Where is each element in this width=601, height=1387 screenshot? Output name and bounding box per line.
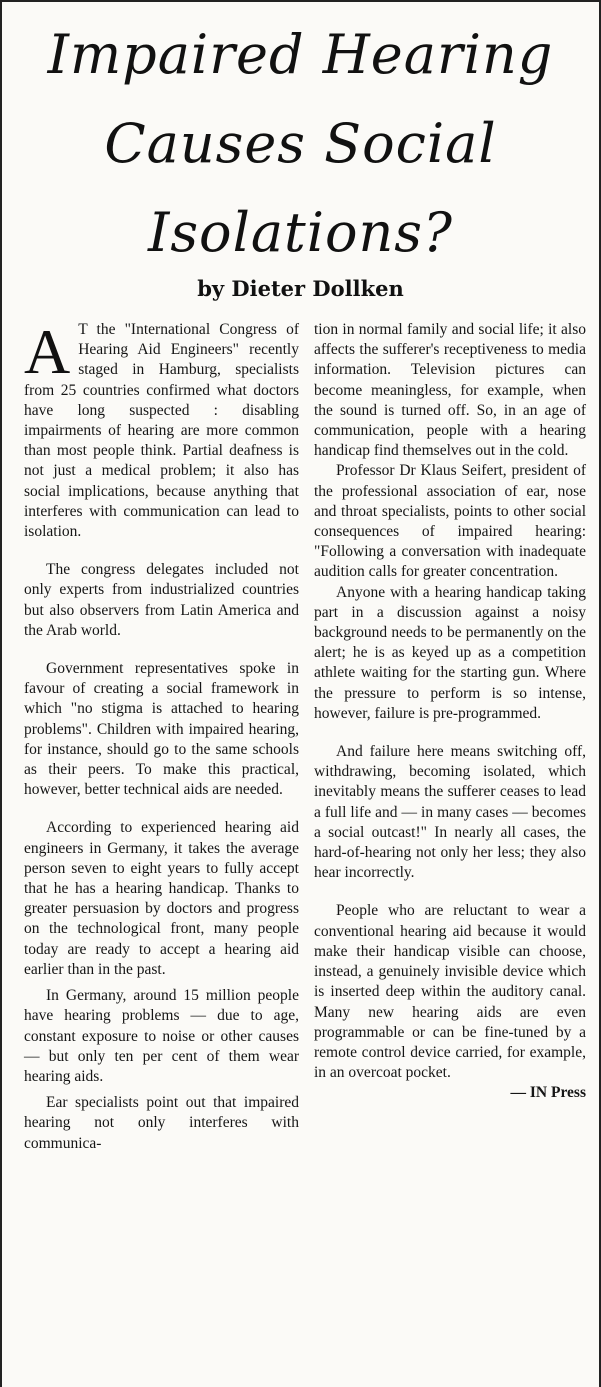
article-paragraph: Professor Dr Klaus Seifert, president of the professional association of ear, nose and throat specialists, points to other social consequences of impaired hearing: "Following a conversation with inadequate audition calls for greater concentration. — [314, 462, 586, 581]
headline — [2, 10, 599, 277]
article-column-left — [24, 316, 299, 1154]
article-paragraph — [24, 316, 299, 542]
article-paragraph: tion in normal family and social life; it also affects the sufferer's receptiveness to media information. Television pictures can become meaningless, for example, when the sound is turned off. So, in an age of communication, people with a hearing handicap find themselves out in the cold. — [314, 321, 586, 460]
article-paragraph: People who are reluctant to wear a conventional hearing aid because it would make their handicap visible can choose, instead, a genuinely invisible device which is inserted deep within the auditory canal. Many new hearing aids are even programmable or can be fine-tuned by a remote control device carried, for example, in an overcoat pocket. — [314, 902, 586, 1082]
drop-cap: A — [24, 316, 71, 387]
article-paragraph: The congress delegates included not only experts from industrialized countries but also observers from Latin America and the Arab world. — [24, 561, 299, 639]
headline-line: Impaired Hearing — [47, 23, 554, 86]
paragraph-text: T the "International Congress of Hearing Aid Engineers" recently staged in Hamburg, specialists from 25 countries confirmed what doctors have long suspected : disabling impairments of hearing are more common than most people think. Partial deafness is not just a medical problem; it also has social implications, because anything that interferes with communication can lead to isolation. — [24, 321, 299, 541]
headline-line: Causes Social — [104, 112, 497, 175]
article-paragraph: In Germany, around 15 million people have hearing problems — due to age, constant exposure to noise or other causes — but only ten per cent of them wear hearing aids. — [24, 987, 299, 1085]
article-column-right — [314, 320, 586, 1104]
article-paragraph: Ear specialists point out that impaired hearing not only interferes with communica- — [24, 1094, 299, 1152]
byline: by Dieter Dollken — [197, 276, 404, 301]
signoff: — IN Press — [510, 1084, 586, 1102]
article-paragraph: And failure here means switching off, withdrawing, becoming isolated, which inevitably means the sufferer ceases to lead a full life and — in many cases — becomes a social outcast!" In nearly all cases, the hard-of-hearing not only her less; they also hear incorrectly. — [314, 743, 586, 882]
headline-line: Isolations? — [148, 201, 453, 264]
article-paragraph: According to experienced hearing aid engineers in Germany, it takes the average person seven to eight years to fully accept that he has a hearing handicap. Thanks to greater persuasion by doctors and progress on the technological front, many people today are ready to accept a hearing aid earlier than in the past. — [24, 819, 299, 978]
article-paragraph: Anyone with a hearing handicap taking part in a discussion against a noisy background needs to be permanently on the alert; he is as keyed up as a competition athlete waiting for the starting gun. Where the pressure to perform is so intense, however, failure is pre-programmed. — [314, 583, 586, 722]
article-paragraph: Government representatives spoke in favour of creating a social framework in which "no stigma is attached to hearing problems". Children with impaired hearing, for instance, should go to the same schools as their peers. To make this practical, however, better technical aids are needed. — [24, 660, 299, 799]
